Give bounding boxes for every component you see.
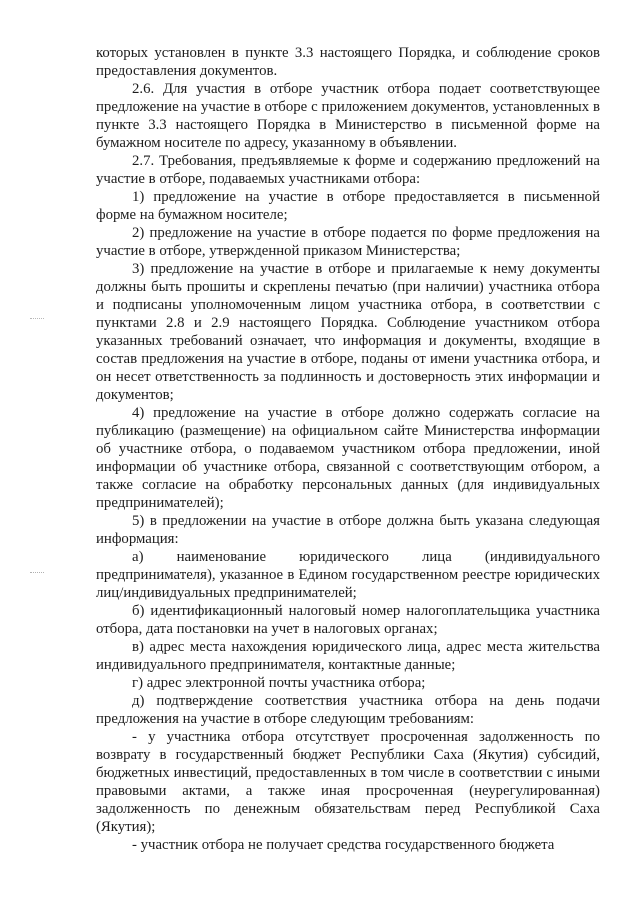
list-item-1: 1) предложение на участие в отборе предоставляется в письменной форме на бумажном носителе;	[96, 189, 600, 223]
list-item-2: 2) предложение на участие в отборе подается по форме предложения на участие в отборе, утвержденной приказом Министерства;	[96, 225, 600, 259]
list-item-3: 3) предложение на участие в отборе и прилагаемые к нему документы должны быть прошиты и скреплены печатью (при наличии) участника отбора и подписаны уполномоченным лицом участника отбора, в соответствии с пунктами 2.8 и 2.9 настоящего Порядка. Соблюдение участником отбора указанных требований означает, что информация и документы, входящие в состав предложения на участие в отборе, поданы от имени участника отбора, и он несет ответственность за подлинность и достоверность этих информации и документов;	[96, 261, 600, 403]
requirement-item: - у участника отбора отсутствует просроченная задолженность по возврату в государственный бюджет Республики Саха (Якутия) субсидий, бюджетных инвестиций, предоставленных в том числе в соответствии с иными правовыми актами, а также иная просроченная (неурегулированная) задолженность по денежным обязательствам перед Республикой Саха (Якутия);	[96, 729, 600, 835]
document-page	[96, 44, 600, 854]
subitem-a: а) наименование юридического лица (индивидуального предпринимателя), указанное в Едином государственном реестре юридических лиц/индивидуальных предпринимателей;	[96, 549, 600, 601]
paragraph-continuation: которых установлен в пункте 3.3 настоящего Порядка, и соблюдение сроков предоставления документов.	[96, 45, 600, 79]
subitem-v: в) адрес места нахождения юридического лица, адрес места жительства индивидуального предпринимателя, контактные данные;	[96, 639, 600, 673]
list-item-5: 5) в предложении на участие в отборе должна быть указана следующая информация:	[96, 513, 600, 547]
subitem-d: д) подтверждение соответствия участника отбора на день подачи предложения на участие в отборе следующим требованиям:	[96, 693, 600, 727]
subitem-b: б) идентификационный налоговый номер налогоплательщика участника отбора, дата постановки на учет в налоговых органах;	[96, 603, 600, 637]
scan-speck	[30, 572, 44, 575]
paragraph-2-7: 2.7. Требования, предъявляемые к форме и содержанию предложений на участие в отборе, подаваемых участниками отбора:	[96, 153, 600, 187]
subitem-g: г) адрес электронной почты участника отбора;	[132, 675, 426, 691]
paragraph-2-6: 2.6. Для участия в отборе участник отбора подает соответствующее предложение на участие в отборе с приложением документов, установленных в пункте 3.3 настоящего Порядка в Министерство в письменной форме на бумажном носителе по адресу, указанному в объявлении.	[96, 81, 600, 151]
requirement-item: - участник отбора не получает средства государственного бюджета	[132, 837, 555, 853]
scan-speck	[30, 318, 44, 321]
list-item-4: 4) предложение на участие в отборе должно содержать согласие на публикацию (размещение) на официальном сайте Министерства информации об участнике отбора, о подаваемом участником отбора предложении, иной информации об участнике отбора, связанной с соответствующим отбором, а также согласие на обработку персональных данных (для индивидуальных предпринимателей);	[96, 405, 600, 511]
